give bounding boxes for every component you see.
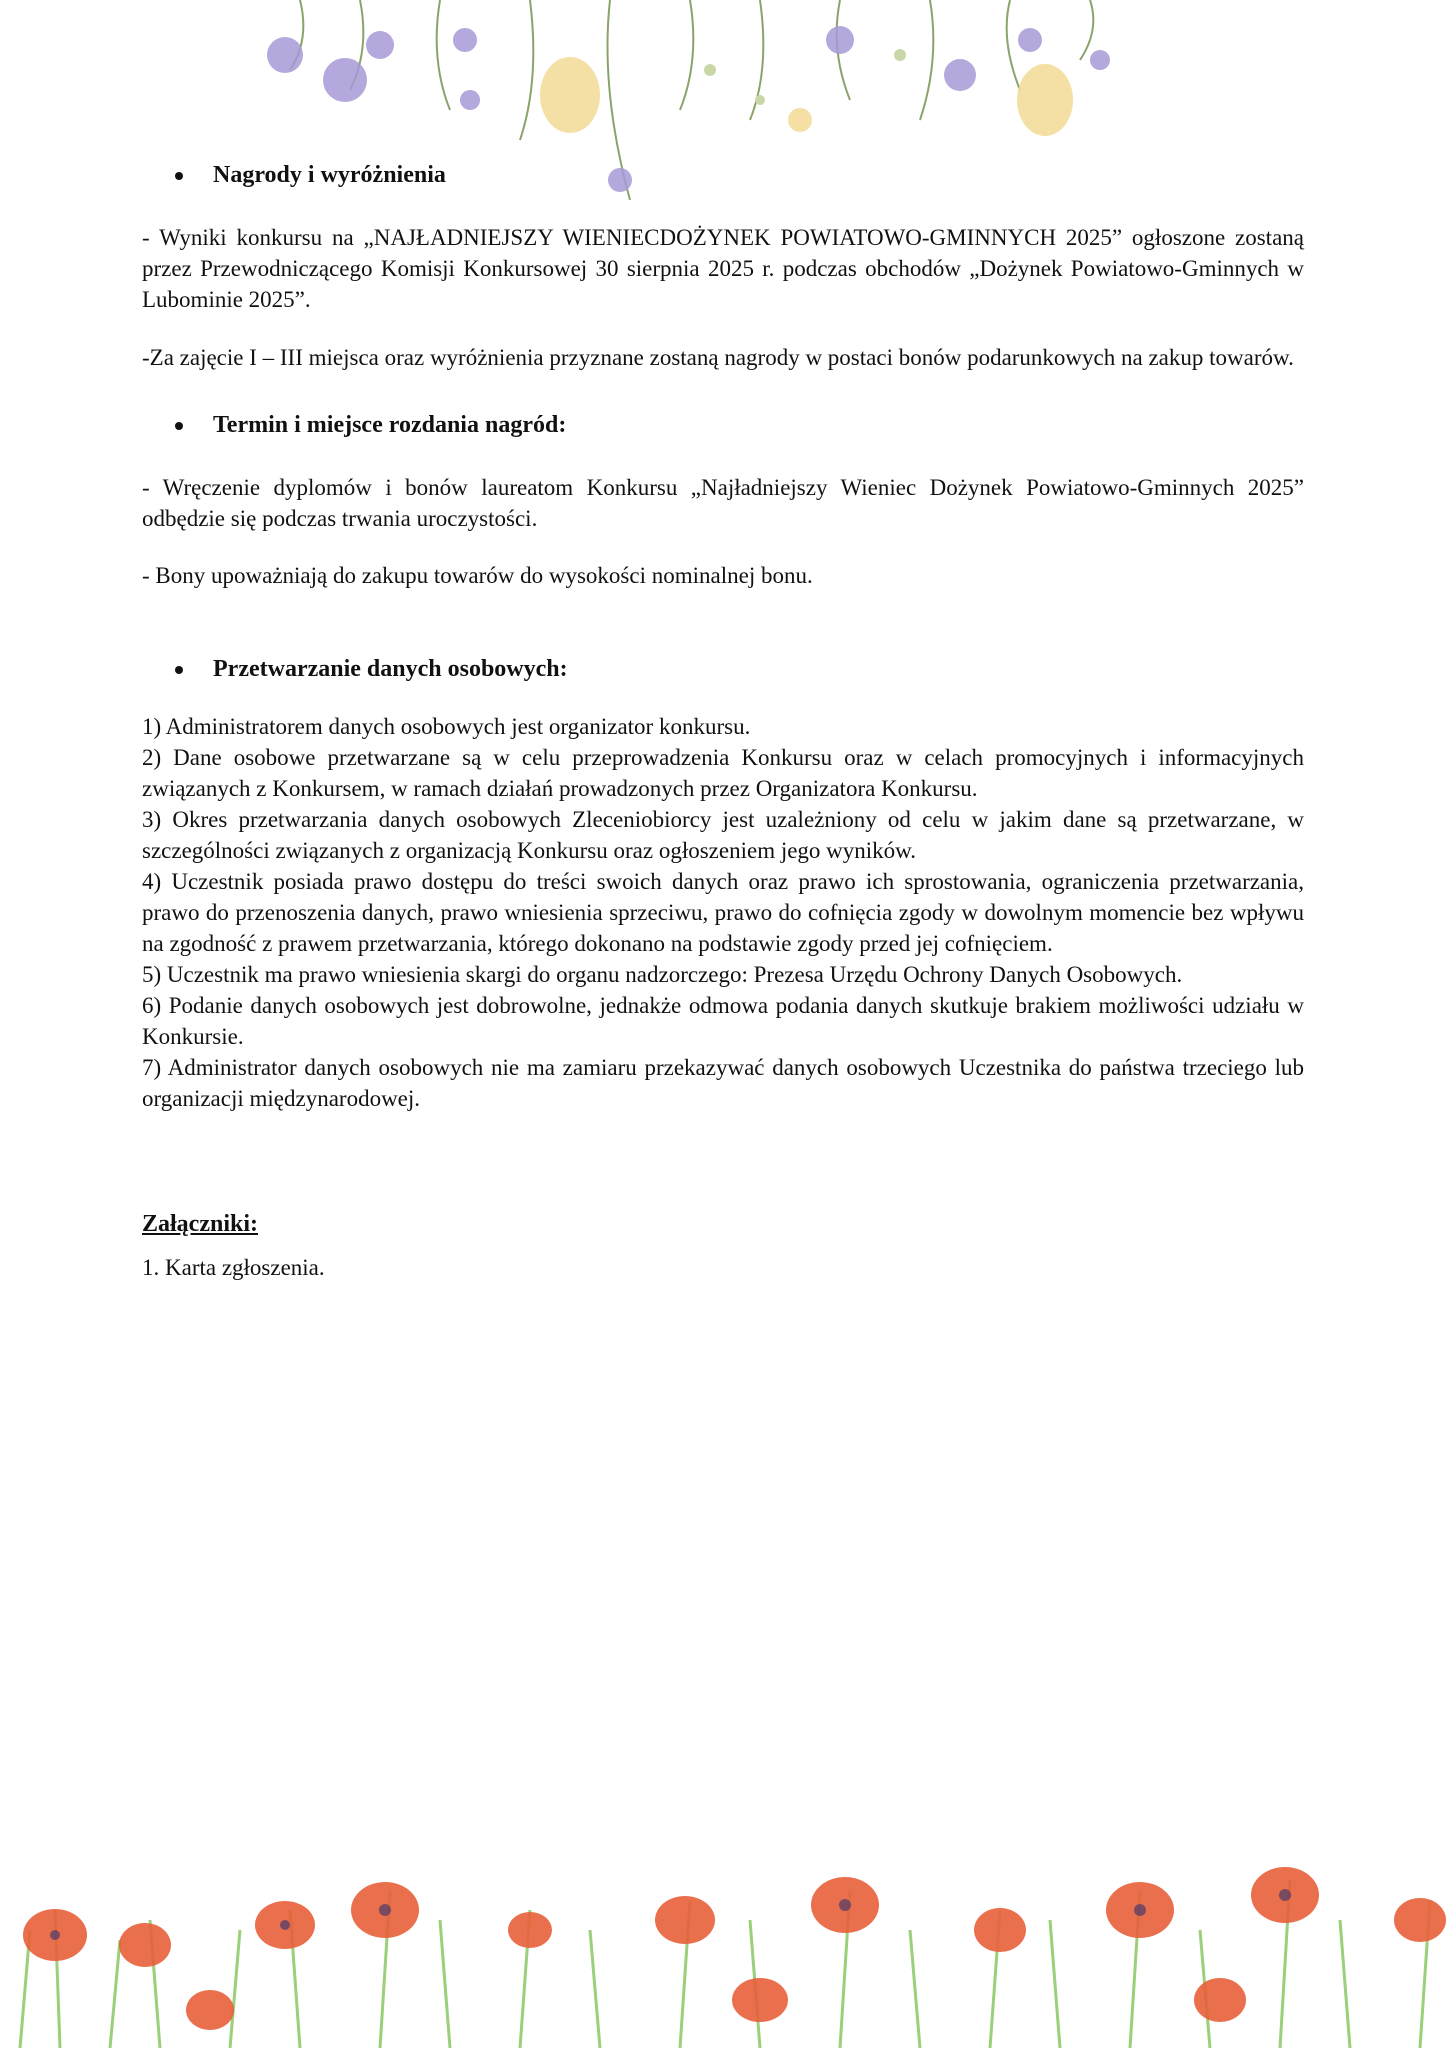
bullet-icon bbox=[175, 666, 183, 674]
section-award-date bbox=[213, 410, 1304, 441]
bullet-icon bbox=[175, 172, 183, 180]
gdpr-item-6: 6) Podanie danych osobowych jest dobrowolne, jednakże odmowa podania danych skutkuje brakiem możliwości udziału w Konkursie. bbox=[142, 993, 1304, 1049]
attachments-title: Załączniki: bbox=[142, 1211, 259, 1237]
prizes-paragraph-2: -Za zajęcie I – III miejsca oraz wyróżnienia przyznane zostaną nagrody w postaci bonów podarunkowych na zakup towarów. bbox=[142, 345, 1294, 370]
section-title: Przetwarzanie danych osobowych: bbox=[213, 656, 568, 682]
gdpr-item-1: 1) Administratorem danych osobowych jest organizator konkursu. bbox=[142, 714, 751, 739]
section-gdpr bbox=[213, 654, 1304, 685]
gdpr-item-5: 5) Uczestnik ma prawo wniesienia skargi do organu nadzorczego: Prezesa Urzędu Ochrony Danych Osobowych. bbox=[142, 962, 1183, 987]
bullet-icon bbox=[175, 422, 183, 430]
section-title: Termin i miejsce rozdania nagród: bbox=[213, 412, 567, 438]
section-prizes bbox=[213, 160, 1304, 191]
gdpr-item-3: 3) Okres przetwarzania danych osobowych Zleceniobiorcy jest uzależniony od celu w jakim dane są przetwarzane, w szczególności związanych z organizacją Konkursu oraz ogłoszeniem jego wyników. bbox=[142, 807, 1304, 863]
award-paragraph-1: - Wręczenie dyplomów i bonów laureatom Konkursu „Najładniejszy Wieniec Dożynek Powiatowo-Gminnych 2025” odbędzie się podczas trwania uroczystości. bbox=[142, 475, 1304, 531]
gdpr-list bbox=[142, 711, 1304, 1114]
section-title: Nagrody i wyróżnienia bbox=[213, 162, 446, 188]
document-body bbox=[142, 160, 1304, 1283]
gdpr-item-4: 4) Uczestnik posiada prawo dostępu do treści swoich danych oraz prawo ich sprostowania, ograniczenia przetwarzania, prawo do przenoszenia danych, prawo wniesienia sprzeciwu, prawo do cofnięcia zgody w dowolnym momencie bez wpływu na zgodność z prawem przetwarzania, którego dokonano na podstawie zgody przed jej cofnięciem. bbox=[142, 869, 1304, 956]
award-paragraph-2: - Bony upoważniają do zakupu towarów do wysokości nominalnej bonu. bbox=[142, 563, 813, 588]
gdpr-item-2: 2) Dane osobowe przetwarzane są w celu przeprowadzenia Konkursu oraz w celach promocyjnych i informacyjnych związanych z Konkursem, w ramach działań prowadzonych przez Organizatora Konkursu. bbox=[142, 745, 1304, 801]
gdpr-item-7: 7) Administrator danych osobowych nie ma zamiaru przekazywać danych osobowych Uczestnika do państwa trzeciego lub organizacji międzynarodowej. bbox=[142, 1055, 1304, 1111]
attachment-item: 1. Karta zgłoszenia. bbox=[142, 1255, 325, 1280]
poppy-border-icon bbox=[0, 1850, 1448, 2048]
prizes-paragraph-1: - Wyniki konkursu na „NAJŁADNIEJSZY WIENIECDOŻYNEK POWIATOWO-GMINNYCH 2025” ogłoszone zostaną przez Przewodniczącego Komisji Konkursowej 30 sierpnia 2025 r. podczas obchodów „Dożynek Powiatowo-Gminnych w Lubominie 2025”. bbox=[142, 225, 1304, 312]
